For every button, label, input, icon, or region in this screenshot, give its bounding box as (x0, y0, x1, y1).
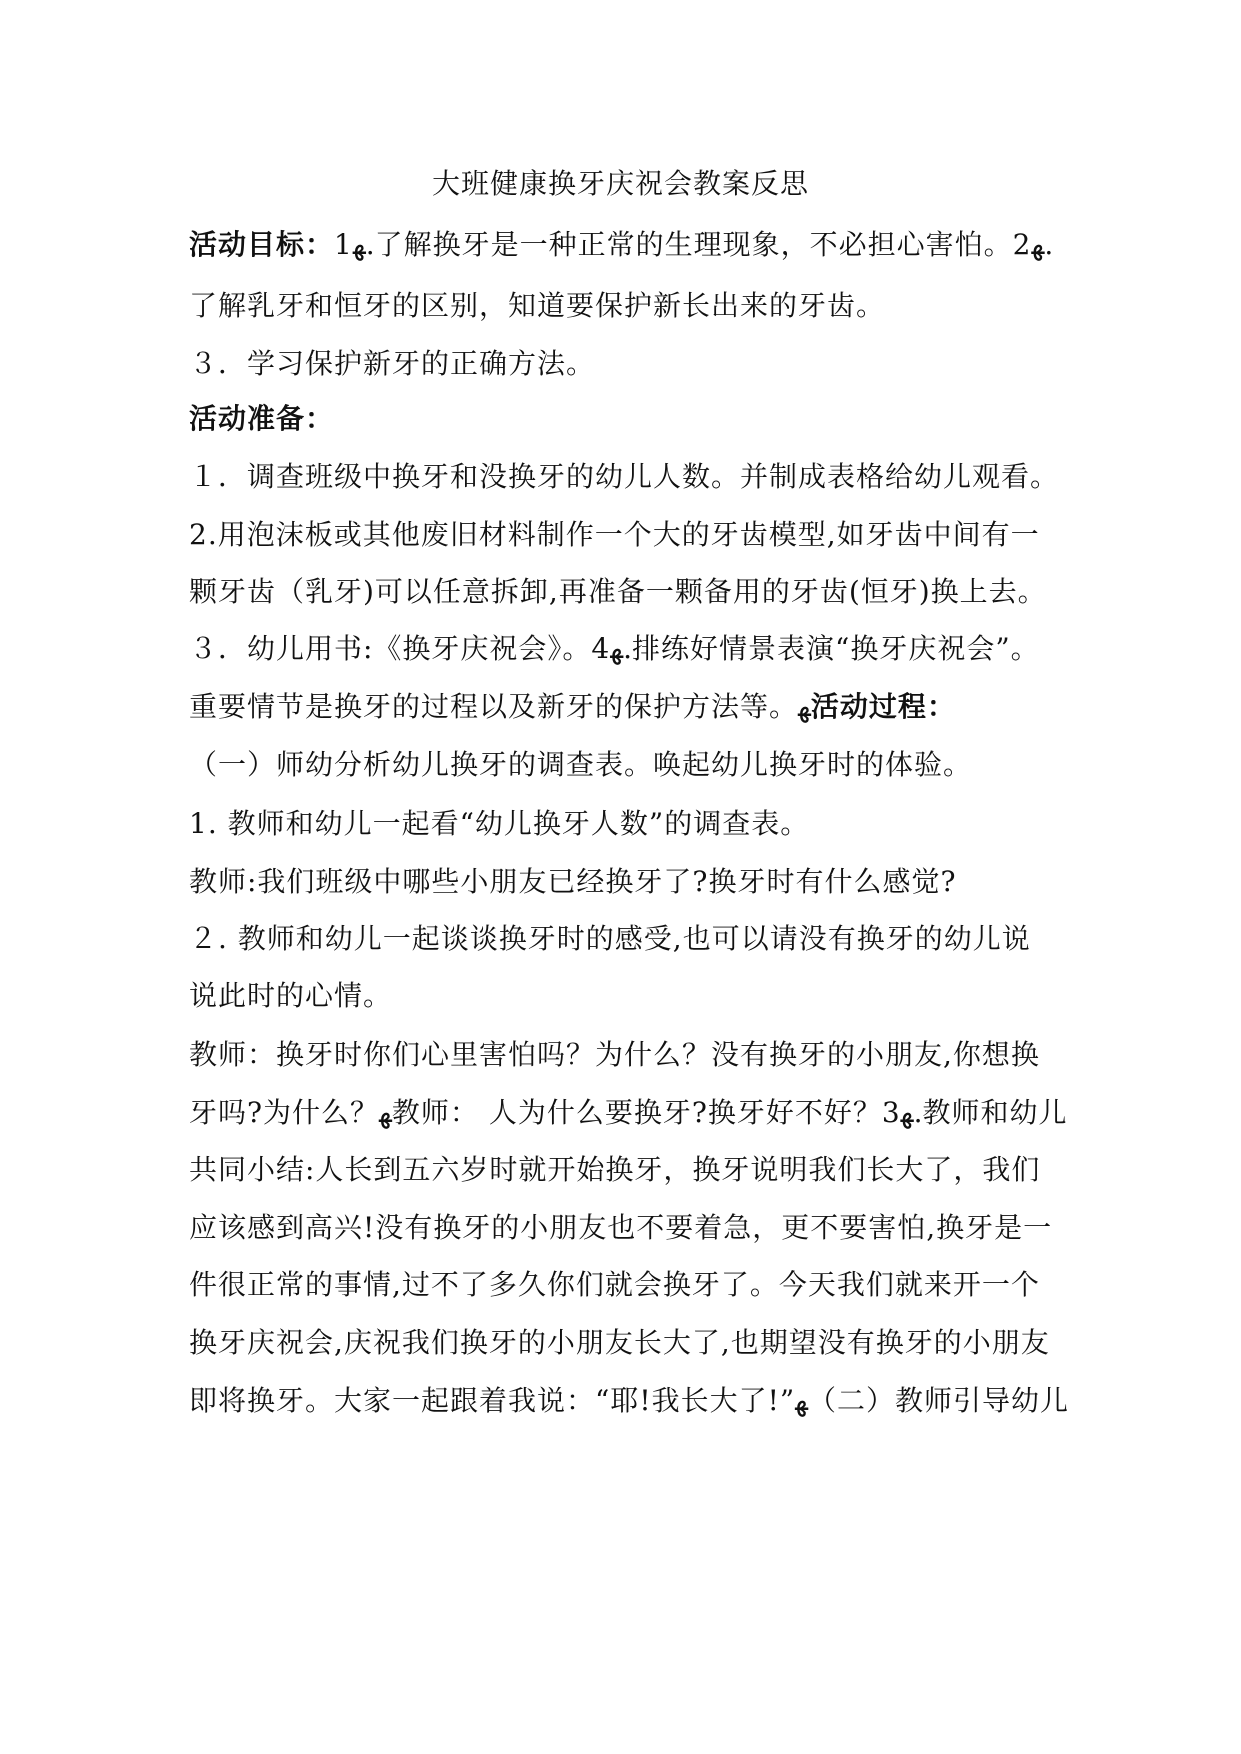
text-line: ３．学习保护新牙的正确方法。 (189, 347, 596, 380)
text-line: 教师:我们班级中哪些小朋友已经换牙了?换牙时有什么感觉? (189, 865, 957, 898)
text-line: 说此时的心情。 (189, 979, 393, 1012)
text-line: 即将换牙。大家一起跟着我说：“耶!我长大了!”ﻬ（二）教师引导幼儿 (189, 1384, 1070, 1417)
text-span: 1ﻬ.了解换牙是一种正常的生理现象，不必担心害怕。2ﻬ. (334, 228, 1054, 261)
text-line: 了解乳牙和恒牙的区别，知道要保护新长出来的牙齿。 (189, 289, 886, 322)
text-line-process (189, 689, 1069, 725)
text-span: 重要情节是换牙的过程以及新牙的保护方法等。ﻬ (189, 690, 811, 723)
document-title: 大班健康换牙庆祝会教案反思 (431, 167, 809, 200)
text-line: 教师：换牙时你们心里害怕吗？为什么？没有换牙的小朋友,你想换 (189, 1038, 1040, 1071)
text-line: 2.用泡沫板或其他废旧材料制作一个大的牙齿模型,如牙齿中间有一 (189, 518, 1040, 551)
text-line: 1. 教师和幼儿一起看“幼儿换牙人数”的调查表。 (189, 807, 810, 840)
text-line: ３．幼儿用书:《换牙庆祝会》。4ﻬ.排练好情景表演“换牙庆祝会”。 (189, 632, 1040, 665)
text-line: 应该感到高兴!没有换牙的小朋友也不要着急，更不要害怕,换牙是一 (189, 1211, 1053, 1244)
text-line: 共同小结:人长到五六岁时就开始换牙，换牙说明我们长大了，我们 (189, 1153, 1041, 1186)
text-line: 颗牙齿（乳牙)可以任意拆卸,再准备一颗备用的牙齿(恒牙)换上去。 (189, 575, 1047, 608)
section-heading-process: 活动过程： (810, 690, 956, 723)
text-line-goals (189, 227, 1069, 263)
section-heading-preparation: 活动准备： (189, 402, 335, 435)
text-line: 换牙庆祝会,庆祝我们换牙的小朋友长大了,也期望没有换牙的小朋友 (189, 1326, 1050, 1359)
text-line: １．调查班级中换牙和没换牙的幼儿人数。并制成表格给幼儿观看。 (189, 460, 1060, 493)
section-heading-goals: 活动目标： (189, 228, 335, 261)
text-line: 件很正常的事情,过不了多久你们就会换牙了。今天我们就来开一个 (189, 1268, 1040, 1301)
text-line: ２. 教师和幼儿一起谈谈换牙时的感受,也可以请没有换牙的幼儿说 (189, 922, 1031, 955)
text-line: 牙吗?为什么？ﻬ教师： 人为什么要换牙?换牙好不好？3ﻬ.教师和幼儿 (189, 1096, 1068, 1129)
text-line: （一）师幼分析幼儿换牙的调查表。唤起幼儿换牙时的体验。 (189, 748, 973, 781)
